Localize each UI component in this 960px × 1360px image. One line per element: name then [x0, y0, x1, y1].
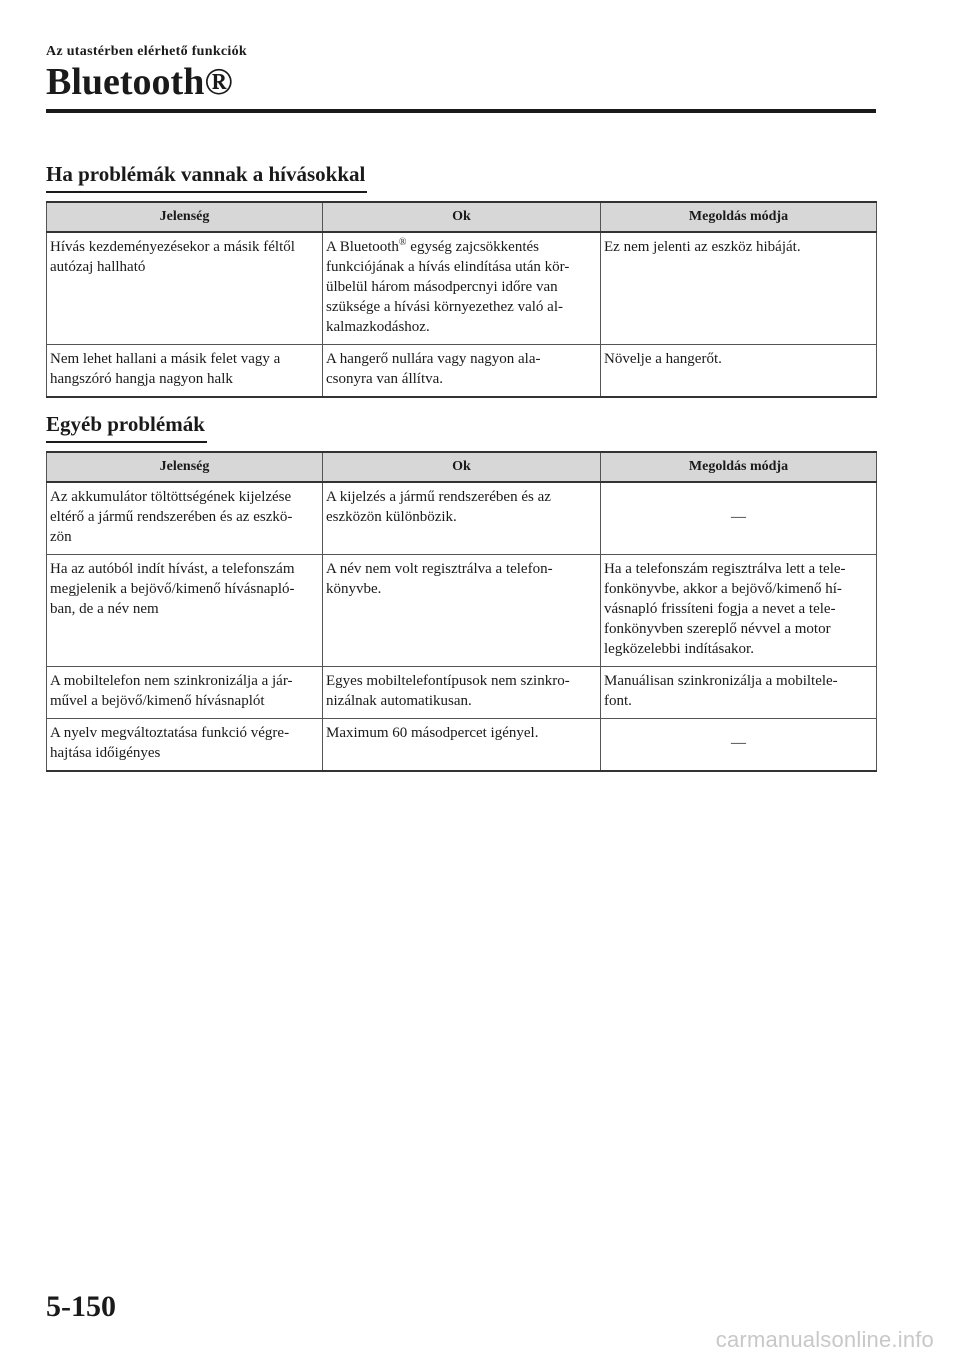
solution-text: Ez nem jelenti az eszköz hibáját.	[604, 239, 801, 255]
table-row	[47, 555, 877, 667]
column-header-cause: Ok	[323, 202, 601, 232]
solution-text: Növelje a hangerőt.	[604, 351, 722, 367]
breadcrumb: Az utastérben elérhető funkciók	[46, 44, 247, 59]
table-row	[47, 719, 877, 772]
solution-cell	[601, 345, 877, 398]
symptom-text: Ha az autóból indít hívást, a telefonszám megjelenik a bejövő/kimenő hívásnapló- ban, de a név nem	[50, 561, 295, 617]
other-problems-table	[46, 451, 877, 772]
solution-text: Ha a telefonszám regisztrálva lett a tele- fonkönyvbe, akkor a bejövő/kimenő hí- vásnapló frissíteni fogja a nevet a tele- fonkönyvben szereplő névvel a motor legközelebbi indításakor.	[604, 561, 846, 657]
call-problems-table	[46, 201, 877, 398]
symptom-text: Az akkumulátor töltöttségének kijelzése eltérő a jármű rendszerében és az eszkö- zön	[50, 489, 293, 545]
cause-text-rest: egység zajcsökkentés funkciójának a hívás elindítása után kör- ülbelül három másodpercnyi időre van szüksége a hívási környezethez való al- kalmazkodáshoz.	[326, 239, 570, 335]
solution-cell	[601, 482, 877, 555]
table-header-row	[47, 452, 877, 482]
solution-dash: —	[731, 509, 746, 525]
table-header-row	[47, 202, 877, 232]
column-header-solution: Megoldás módja	[601, 202, 877, 232]
page-number: 5-150	[46, 1290, 116, 1323]
symptom-cell	[47, 719, 323, 772]
cause-text-start: A Bluetooth	[326, 239, 399, 255]
cause-text: Maximum 60 másodpercet igényel.	[326, 725, 539, 741]
table-row	[47, 232, 877, 345]
symptom-text: A nyelv megváltoztatása funkció végre- hajtása időigényes	[50, 725, 290, 761]
cause-cell	[323, 345, 601, 398]
symptom-cell	[47, 555, 323, 667]
solution-dash: —	[731, 735, 746, 751]
column-header-cause: Ok	[323, 452, 601, 482]
cause-cell	[323, 555, 601, 667]
symptom-text: A mobiltelefon nem szinkronizálja a jár- művel a bejövő/kimenő hívásnaplót	[50, 673, 293, 709]
section-heading-call-problems: Ha problémák vannak a hívásokkal	[46, 160, 367, 193]
symptom-text: Hívás kezdeményezésekor a másik féltől autózaj hallható	[50, 239, 295, 275]
registered-mark: ®	[398, 237, 407, 248]
table-row	[47, 667, 877, 719]
solution-cell	[601, 555, 877, 667]
symptom-cell	[47, 482, 323, 555]
symptom-cell	[47, 232, 323, 345]
cause-text: Egyes mobiltelefontípusok nem szinkro- nizálnak automatikusan.	[326, 673, 570, 709]
symptom-text: Nem lehet hallani a másik felet vagy a hangszóró hangja nagyon halk	[50, 351, 281, 387]
symptom-cell	[47, 345, 323, 398]
cause-cell	[323, 719, 601, 772]
solution-cell	[601, 232, 877, 345]
column-header-symptom: Jelenség	[47, 452, 323, 482]
cause-text: A név nem volt regisztrálva a telefon- könyvbe.	[326, 561, 553, 597]
cause-text	[326, 239, 569, 335]
page-title: Bluetooth®	[46, 61, 233, 103]
table-row	[47, 345, 877, 398]
column-header-solution: Megoldás módja	[601, 452, 877, 482]
section-heading-other-problems: Egyéb problémák	[46, 410, 207, 443]
title-divider	[46, 109, 876, 113]
cause-cell	[323, 482, 601, 555]
solution-cell	[601, 719, 877, 772]
solution-cell	[601, 667, 877, 719]
cause-cell	[323, 232, 601, 345]
cause-cell	[323, 667, 601, 719]
cause-text: A hangerő nullára vagy nagyon ala- csonyra van állítva.	[326, 351, 541, 387]
watermark: carmanualsonline.info	[715, 1327, 934, 1352]
solution-text: Manuálisan szinkronizálja a mobiltele- font.	[604, 673, 838, 709]
column-header-symptom: Jelenség	[47, 202, 323, 232]
cause-text: A kijelzés a jármű rendszerében és az eszközön különbözik.	[326, 489, 551, 525]
symptom-cell	[47, 667, 323, 719]
table-row	[47, 482, 877, 555]
